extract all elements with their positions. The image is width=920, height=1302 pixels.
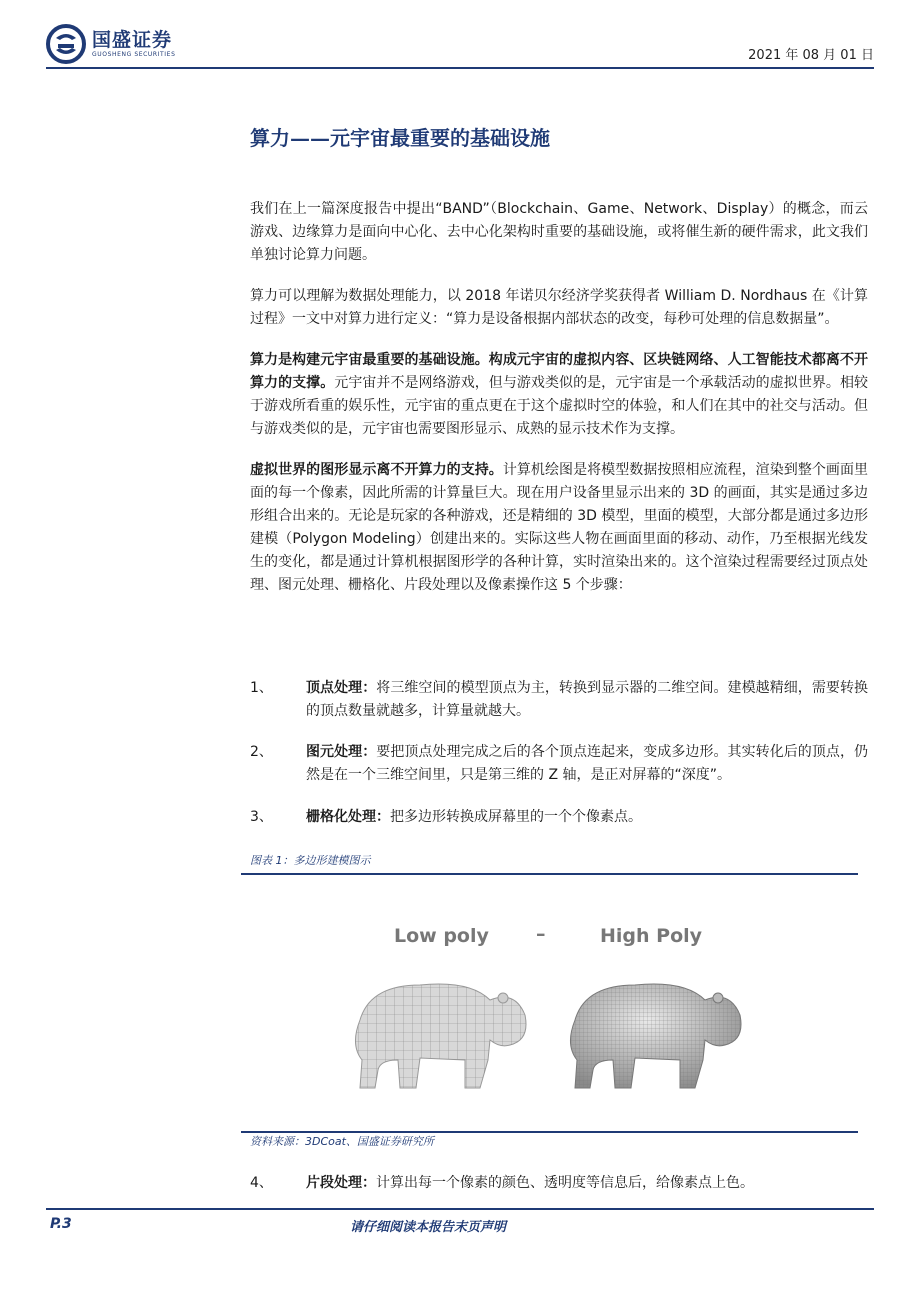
report-body [250,198,868,615]
high-poly-label: High Poly [600,925,703,947]
paragraph: 算力可以理解为数据处理能力，以 2018 年诺贝尔经济学奖获得者 William D. Nordhaus 在《计算过程》一文中对算力进行定义：“算力是设备根据内部状态的改变，每秒可处理的信息数据量”。 [250,288,868,327]
page-header [46,22,874,72]
logo-chinese-name: 国盛证券 [92,29,173,51]
paragraph: 虚拟世界的图形显示离不开算力的支持。计算机绘图是将模型数据按照相应流程，渲染到整个画面里面的每一个像素，因此所需的计算量巨大。现在用户设备里显示出来的 3D 的画面，其实是通过多边形组合出来的。无论是玩家的各种游戏，还是精细的 3D 模型，里面的模型，大部分都是通过多边形建模（Polygon Modeling）创建出来的。实际这些人物在画面里面的移动、动作，乃至根据光线发生的变化，都是通过计算机根据图形学的各种计算，实时渲染出来的。这个渲染过程需要经过顶点处理、图元处理、栅格化、片段处理以及像素操作这 5 个步骤： [250,462,869,593]
polygon-model-figure [330,915,760,1105]
paragraph: 算力是构建元宇宙最重要的基础设施。构成元宇宙的虚拟内容、区块链网络、人工智能技术都离不开算力的支撑。元宇宙并不是网络游戏，但与游戏类似的是，元宇宙是一个承载活动的虚拟世界。相较于游戏所看重的娱乐性，元宇宙的重点更在于这个虚拟时空的体验，和人们在其中的社交与活动。但与游戏类似的是，元宇宙也需要图形显示、成熟的显示技术作为支撑。 [250,352,868,437]
step-number: 3、 [250,809,273,825]
page-number: P.3 [50,1216,72,1232]
step-text: 栅格化处理：把多边形转换成屏幕里的一个个像素点。 [306,809,642,825]
logo-english-name: GUOSHENG SECURITIES [92,51,176,58]
figure-top-rule [241,873,858,875]
company-logo [46,22,175,66]
low-poly-label: Low poly [394,925,489,947]
figure-dash: – [536,923,546,945]
figure-caption: 图表 1：多边形建模图示 [250,854,371,867]
guosheng-logo-icon [46,24,86,64]
step-number: 1、 [250,680,273,696]
footer-disclaimer: 请仔细阅读本报告末页声明 [350,1220,507,1235]
step-text: 片段处理：计算出每一个像素的颜色、透明度等信息后，给像素点上色。 [306,1175,754,1191]
report-date: 2021 年 08 月 01 日 [748,48,874,63]
low-poly-hippo-icon [340,960,540,1100]
paragraph: 我们在上一篇深度报告中提出“BAND”（Blockchain、Game、Network、Display）的概念，而云游戏、边缘算力是面向中心化、去中心化架构时重要的基础设施，或将催生新的硬件需求，此文我们单独讨论算力问题。 [250,201,868,263]
step-number: 2、 [250,744,273,760]
step-text: 顶点处理：将三维空间的模型顶点为主，转换到显示器的二维空间。建模越精细，需要转换的顶点数量就越多，计算量就越大。 [306,680,869,719]
section-title: 算力——元宇宙最重要的基础设施 [250,126,550,150]
footer-divider [46,1208,874,1210]
step-number: 4、 [250,1175,273,1191]
step-text: 图元处理：要把顶点处理完成之后的各个顶点连起来，变成多边形。其实转化后的顶点，仍然是在一个三维空间里，只是第三维的 Z 轴，是正对屏幕的“深度”。 [306,744,869,783]
high-poly-hippo-icon [555,960,755,1100]
header-divider [46,67,874,69]
figure-source: 资料来源：3DCoat、国盛证券研究所 [250,1135,434,1148]
